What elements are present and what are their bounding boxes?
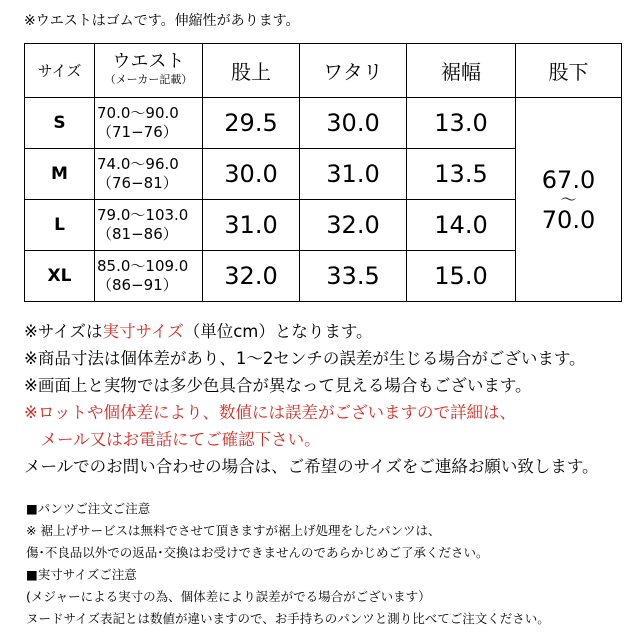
size-chart-table: [24, 43, 622, 302]
header-inseam: 股下: [516, 44, 622, 98]
size-cell: S: [25, 98, 95, 149]
size-cell: M: [25, 149, 95, 200]
size-cell: XL: [25, 251, 95, 302]
header-waist-sub: （メーカー記載）: [104, 72, 193, 86]
note-color: ※画面上と実物では多少色具合が異なって見える場合もございます。: [24, 376, 532, 395]
size-cell: L: [25, 200, 95, 251]
waist-cell: [95, 251, 203, 302]
rise-cell: 31.0: [203, 200, 300, 251]
measure-note: (メジャーによる実寸の為、個体差により誤差がでる場合がございます）: [26, 589, 431, 604]
thigh-cell: 33.5: [300, 251, 407, 302]
waist-maker-range: （76−81）: [97, 174, 178, 192]
header-hem: 裾幅: [407, 44, 516, 98]
waist-cell: [95, 200, 203, 251]
waist-cell: [95, 149, 203, 200]
hem-cell: 14.0: [407, 200, 516, 251]
note-tolerance: ※商品寸法は個体差があり、1〜2センチの誤差が生じる場合がございます。: [24, 349, 586, 368]
note-actual-size-pre: ※サイズは: [24, 322, 103, 341]
header-size: サイズ: [25, 44, 95, 98]
hemming-note: ※ 裾上げサービスは無料でさせて頂きますが裾上げ処理をしたパンツは、: [26, 523, 441, 538]
note-email-inquiry: メールでのお問い合わせの場合は、ご希望のサイズをご連絡お願い致します。: [24, 457, 599, 476]
table-header-row: [25, 44, 622, 98]
waist-range: 74.0～96.0: [97, 155, 179, 173]
waist-maker-range: （81−86）: [97, 225, 178, 243]
thigh-cell: 30.0: [300, 98, 407, 149]
waist-elastic-note: ※ウエストはゴムです。伸縮性があります。: [24, 13, 300, 29]
hem-cell: 13.0: [407, 98, 516, 149]
rise-cell: 30.0: [203, 149, 300, 200]
nude-size-note: ヌードサイズ表記とは数値が違いますので、お手持ちのパンツと測り比べてご注文ください。: [26, 611, 550, 626]
waist-maker-range: （86−91）: [97, 276, 178, 294]
waist-maker-range: （71−76）: [97, 123, 178, 141]
inseam-to: 70.0: [541, 205, 596, 234]
table-row: [25, 98, 622, 149]
waist-cell: [95, 98, 203, 149]
note-actual-size-highlight: 実寸サイズ: [102, 322, 184, 341]
note-actual-size-post: （単位cm）となります。: [183, 322, 373, 341]
returns-note: 傷･不良品以外での返品･交換はお受けできませんのであらかじめご了承ください。: [26, 545, 489, 560]
note-lot-variance: ※ロットや個体差により、数値には誤差がございますので詳細は、: [24, 403, 516, 422]
note-actual-size: [24, 318, 373, 342]
waist-range: 79.0～103.0: [97, 206, 189, 224]
rise-cell: 29.5: [203, 98, 300, 149]
hem-cell: 15.0: [407, 251, 516, 302]
waist-range: 85.0～109.0: [97, 257, 189, 275]
actual-size-heading: ■実寸サイズご注意: [26, 567, 137, 582]
pants-order-heading: ■パンツご注文ご注意: [26, 501, 151, 516]
header-rise: 股上: [203, 44, 300, 98]
waist-range: 70.0～90.0: [97, 104, 179, 122]
header-thigh: ワタリ: [300, 44, 407, 98]
inseam-from: 67.0: [541, 165, 596, 194]
thigh-cell: 32.0: [300, 200, 407, 251]
inseam-tilde: ～: [560, 189, 577, 209]
header-waist: [95, 44, 203, 98]
thigh-cell: 31.0: [300, 149, 407, 200]
note-contact: メール又はお電話にてご確認下さい。: [24, 430, 321, 449]
rise-cell: 32.0: [203, 251, 300, 302]
header-waist-label: ウエスト: [112, 50, 185, 72]
hem-cell: 13.5: [407, 149, 516, 200]
inseam-cell: [516, 98, 622, 302]
